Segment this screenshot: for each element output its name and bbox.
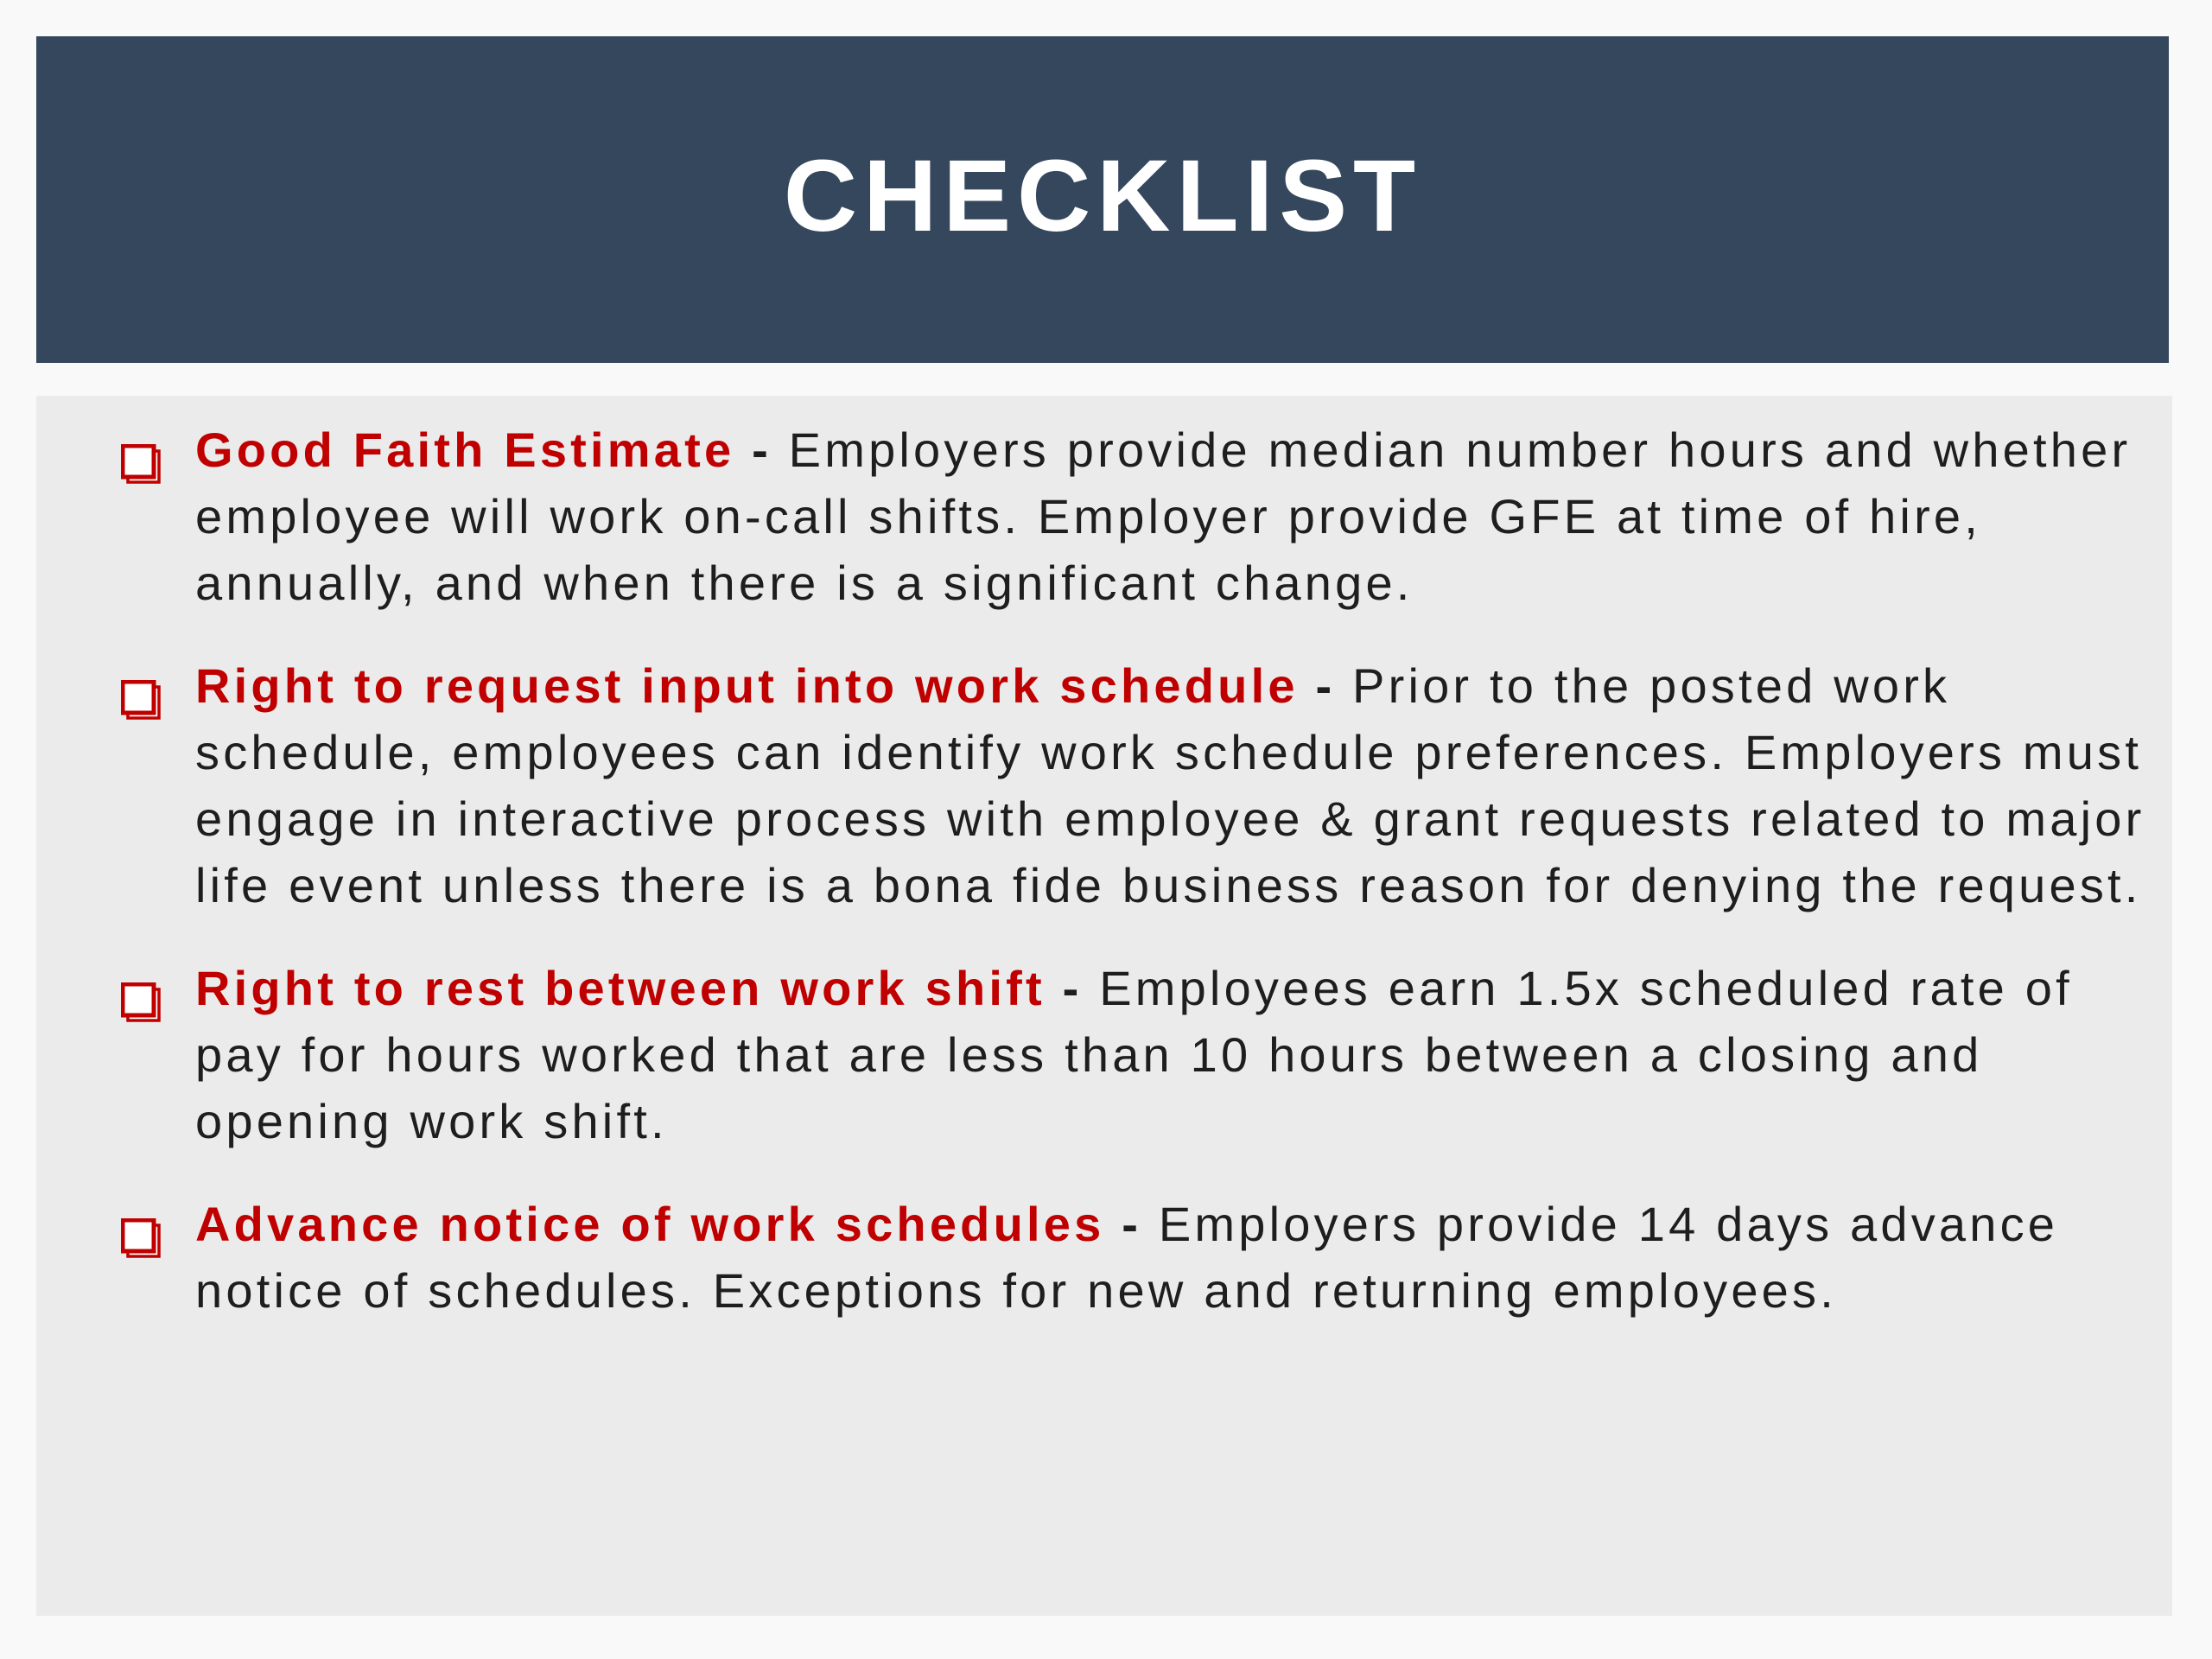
checkbox-icon	[121, 972, 161, 1012]
checklist	[119, 416, 2158, 1360]
item-term: Right to rest between work shift	[195, 961, 1046, 1015]
item-text: Employers provide 14 days advance notice of schedules. Exceptions for new and returning employees.	[195, 1197, 2059, 1318]
item-text: Prior to the posted work schedule, employees can identify work schedule preferences. Employers must engage in interactive process with employee & grant requests related to major life event unless there is a bona fide business reason for denying the request.	[195, 658, 2145, 912]
item-separator: -	[752, 423, 789, 477]
checkbox-icon	[121, 1208, 161, 1248]
title-bar	[36, 36, 2169, 363]
item-text: Employers provide median number hours and whether employee will work on-call shifts. Employer provide GFE at time of hire, annually, and when there is a significant change.	[195, 423, 2132, 610]
item-separator: -	[1122, 1197, 1159, 1251]
checklist-item-right-to-rest	[119, 955, 2158, 1154]
checklist-item-right-to-request-input	[119, 652, 2158, 918]
item-separator: -	[1062, 961, 1100, 1015]
slide-title: CHECKLIST	[783, 139, 1422, 253]
item-term: Right to request input into work schedule	[195, 658, 1299, 713]
checklist-item-good-faith-estimate	[119, 416, 2158, 616]
checkbox-icon	[121, 434, 161, 474]
item-term: Advance notice of work schedules	[195, 1197, 1105, 1251]
checkbox-icon	[121, 670, 161, 709]
item-separator: -	[1315, 658, 1353, 713]
item-text: Employees earn 1.5x scheduled rate of pay for hours worked that are less than 10 hours between a closing and opening work shift.	[195, 961, 2073, 1148]
content-panel	[36, 396, 2172, 1616]
item-term: Good Faith Estimate	[195, 423, 735, 477]
checklist-item-advance-notice	[119, 1191, 2158, 1324]
